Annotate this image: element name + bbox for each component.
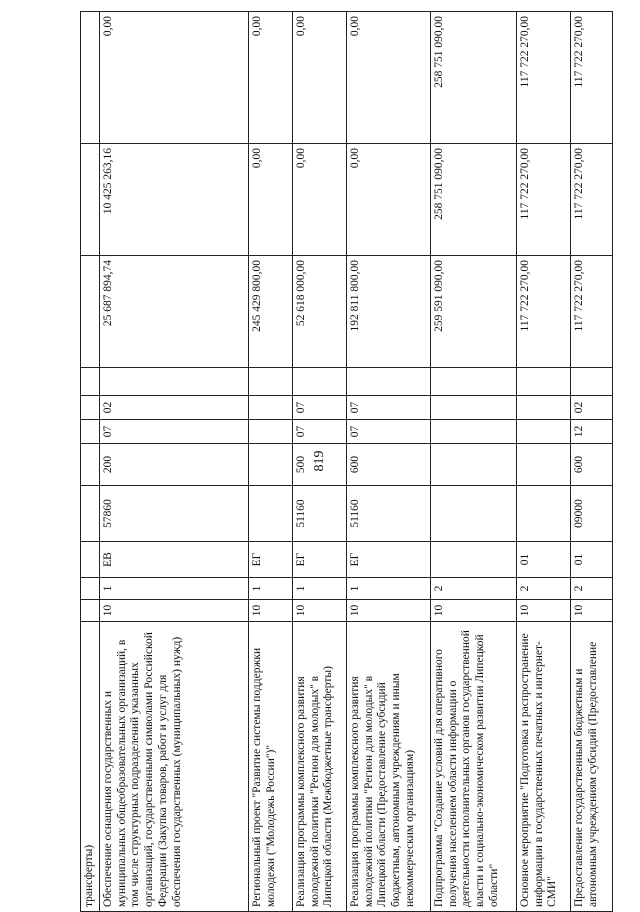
- cell-direction: [430, 444, 516, 486]
- cell-section-code: [570, 368, 612, 396]
- table-row: [99, 12, 248, 912]
- cell-section-code: [248, 368, 292, 396]
- table-row: [516, 12, 570, 912]
- cell-chapter: 02: [570, 396, 612, 420]
- cell-amount-2: 0,00: [292, 144, 346, 256]
- cell-expense-type: 07: [99, 420, 248, 444]
- cell-amount-3: 0,00: [346, 12, 430, 144]
- cell-chapter: 02: [99, 396, 248, 420]
- cell-name: Предоставление государственным бюджетным и автономным учреждениям субсидий (Предоставление: [570, 622, 612, 912]
- cell-program: [430, 542, 516, 578]
- cell-amount-2: [81, 144, 100, 256]
- cell-chapter: [516, 396, 570, 420]
- cell-amount-1: 117 722 270,00: [516, 256, 570, 368]
- cell-amount-1: 192 811 800,00: [346, 256, 430, 368]
- cell-amount-1: 245 429 800,00: [248, 256, 292, 368]
- cell-direction: 500: [292, 444, 346, 486]
- budget-table-body: [81, 12, 613, 912]
- cell-section-code: [346, 368, 430, 396]
- cell-name: Основное мероприятие "Подготовка и распространение информации в государственных печатных и интернет-СМИ": [516, 622, 570, 912]
- cell-subprogram: 51160: [292, 486, 346, 542]
- cell-subsection: 1: [99, 578, 248, 600]
- cell-subsection: 2: [516, 578, 570, 600]
- cell-amount-3: 258 751 090,00: [430, 12, 516, 144]
- cell-program: 01: [570, 542, 612, 578]
- cell-amount-2: 0,00: [346, 144, 430, 256]
- cell-section-code: [430, 368, 516, 396]
- cell-amount-3: 0,00: [248, 12, 292, 144]
- cell-subprogram: [81, 486, 100, 542]
- cell-name: Региональный проект "Развитие системы поддержки молодежи ("Молодежь России")": [248, 622, 292, 912]
- cell-amount-3: 117 722 270,00: [516, 12, 570, 144]
- cell-amount-2: 0,00: [248, 144, 292, 256]
- cell-amount-1: 117 722 270,00: [570, 256, 612, 368]
- cell-section: [81, 600, 100, 622]
- cell-section: 10: [346, 600, 430, 622]
- table-row: [292, 12, 346, 912]
- cell-amount-2: 117 722 270,00: [516, 144, 570, 256]
- cell-amount-1: 259 591 090,00: [430, 256, 516, 368]
- cell-chapter: [430, 396, 516, 420]
- cell-program: 01: [516, 542, 570, 578]
- cell-subsection: [81, 578, 100, 600]
- cell-direction: [81, 444, 100, 486]
- cell-section-code: [81, 368, 100, 396]
- cell-section: 10: [430, 600, 516, 622]
- cell-section: 10: [570, 600, 612, 622]
- cell-program: ЕГ: [346, 542, 430, 578]
- cell-direction: 600: [570, 444, 612, 486]
- cell-name: Реализация программы комплексного развития молодежной политики "Регион для молодых" в Липецкой области (Межбюджетные трансферты): [292, 622, 346, 912]
- cell-expense-type: [516, 420, 570, 444]
- cell-expense-type: [430, 420, 516, 444]
- cell-direction: [248, 444, 292, 486]
- cell-amount-1: [81, 256, 100, 368]
- table-row: [346, 12, 430, 912]
- cell-direction: [516, 444, 570, 486]
- cell-chapter: [248, 396, 292, 420]
- cell-amount-3: 117 722 270,00: [570, 12, 612, 144]
- cell-amount-3: [81, 12, 100, 144]
- cell-subprogram: 57860: [99, 486, 248, 542]
- cell-name: трансферты): [81, 622, 100, 912]
- cell-chapter: [81, 396, 100, 420]
- table-row: [570, 12, 612, 912]
- cell-section-code: [292, 368, 346, 396]
- cell-name: Обеспечение оснащения государственных и муниципальных общеобразовательных организаций, в том числе структурных подразделений указанных организаций, государственными символами Российской Федерации (Закупка товаров, работ и услуг для обеспечения государственных (муниципальных) нужд): [99, 622, 248, 912]
- cell-expense-type: 07: [346, 420, 430, 444]
- page-number: 819: [312, 450, 327, 472]
- cell-expense-type: [81, 420, 100, 444]
- cell-program: [81, 542, 100, 578]
- cell-subprogram: [516, 486, 570, 542]
- cell-amount-1: 52 618 000,00: [292, 256, 346, 368]
- cell-expense-type: [248, 420, 292, 444]
- cell-section: 10: [292, 600, 346, 622]
- cell-subsection: 1: [248, 578, 292, 600]
- table-row: [430, 12, 516, 912]
- cell-amount-2: 258 751 090,00: [430, 144, 516, 256]
- cell-amount-3: 0,00: [99, 12, 248, 144]
- cell-subprogram: [430, 486, 516, 542]
- cell-subprogram: [248, 486, 292, 542]
- cell-subsection: 2: [570, 578, 612, 600]
- cell-amount-2: 10 425 263,16: [99, 144, 248, 256]
- cell-program: ЕГ: [292, 542, 346, 578]
- cell-chapter: 07: [346, 396, 430, 420]
- cell-name: Реализация программы комплексного развития молодежной политики "Регион для молодых" в Липецкой области (Предоставление субсидий бюджетным, автономным учреждениям и иным некоммерческим организациям): [346, 622, 430, 912]
- cell-expense-type: 07: [292, 420, 346, 444]
- cell-program: ЕГ: [248, 542, 292, 578]
- budget-table: [80, 11, 613, 912]
- cell-amount-2: 117 722 270,00: [570, 144, 612, 256]
- cell-subprogram: 51160: [346, 486, 430, 542]
- cell-subsection: 1: [346, 578, 430, 600]
- cell-subsection: 2: [430, 578, 516, 600]
- cell-direction: 600: [346, 444, 430, 486]
- cell-section: 10: [516, 600, 570, 622]
- budget-table-rotated: [80, 16, 599, 912]
- cell-section-code: [99, 368, 248, 396]
- cell-expense-type: 12: [570, 420, 612, 444]
- cell-direction: 200: [99, 444, 248, 486]
- cell-chapter: 07: [292, 396, 346, 420]
- cell-amount-3: 0,00: [292, 12, 346, 144]
- cell-amount-1: 25 687 894,74: [99, 256, 248, 368]
- cell-subprogram: 09000: [570, 486, 612, 542]
- cell-subsection: 1: [292, 578, 346, 600]
- cell-section-code: [516, 368, 570, 396]
- cell-section: 10: [99, 600, 248, 622]
- cell-program: ЕВ: [99, 542, 248, 578]
- table-row: [81, 12, 100, 912]
- cell-name: Подпрограмма "Создание условий для оперативного получения населением области информации о деятельности исполнительных органов государственной власти и социально-экономическом развитии Липецкой области": [430, 622, 516, 912]
- table-row: [248, 12, 292, 912]
- cell-section: 10: [248, 600, 292, 622]
